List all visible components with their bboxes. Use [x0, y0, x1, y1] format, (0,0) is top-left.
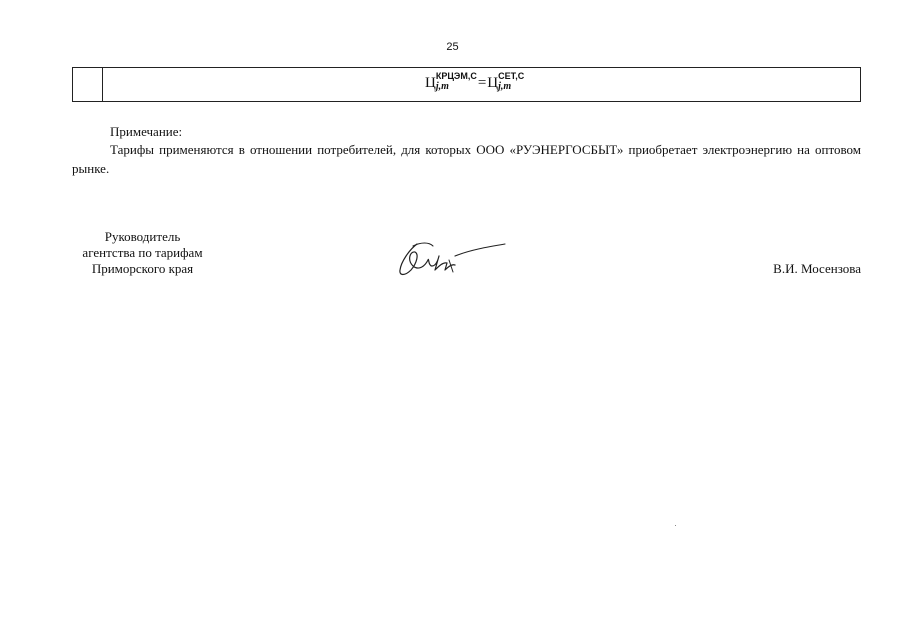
- formula-lhs-symbol: Ц: [425, 75, 436, 91]
- note-title: Примечание:: [110, 124, 183, 139]
- formula-rhs-subscript: j,m: [498, 81, 512, 92]
- formula-rhs-scripts: [498, 71, 525, 92]
- page-number: 25: [446, 41, 459, 53]
- signer-name: В.И. Мосензова: [773, 261, 861, 276]
- handwritten-signature: [395, 236, 510, 282]
- tariff-formula: [425, 71, 525, 92]
- formula-equals: =: [477, 75, 487, 91]
- formula-rhs-symbol: Ц: [487, 75, 499, 91]
- signer-position-line-3: Приморского края: [91, 261, 194, 276]
- formula-rhs-superscript: СЕТ,С: [498, 71, 525, 81]
- signer-position: [60, 229, 225, 277]
- note-text: Тарифы применяются в отношении потребителей, для которых ООО «РУЭНЕРГОСБЫТ» приобретает электроэнергию на оптовом рынке.: [72, 142, 861, 176]
- signer-position-line-1: Руководитель: [104, 229, 181, 244]
- formula-lhs-superscript: КРЦЭМ,С: [435, 71, 477, 81]
- table-row-number-cell: [73, 68, 103, 101]
- formula-table: [72, 67, 861, 102]
- table-formula-cell: [103, 68, 860, 101]
- formula-lhs-subscript: j,m: [435, 81, 449, 92]
- scan-artifact-dot: [675, 525, 676, 526]
- formula-lhs-scripts: [435, 71, 477, 92]
- signer-position-line-2: агентства по тарифам: [82, 245, 203, 260]
